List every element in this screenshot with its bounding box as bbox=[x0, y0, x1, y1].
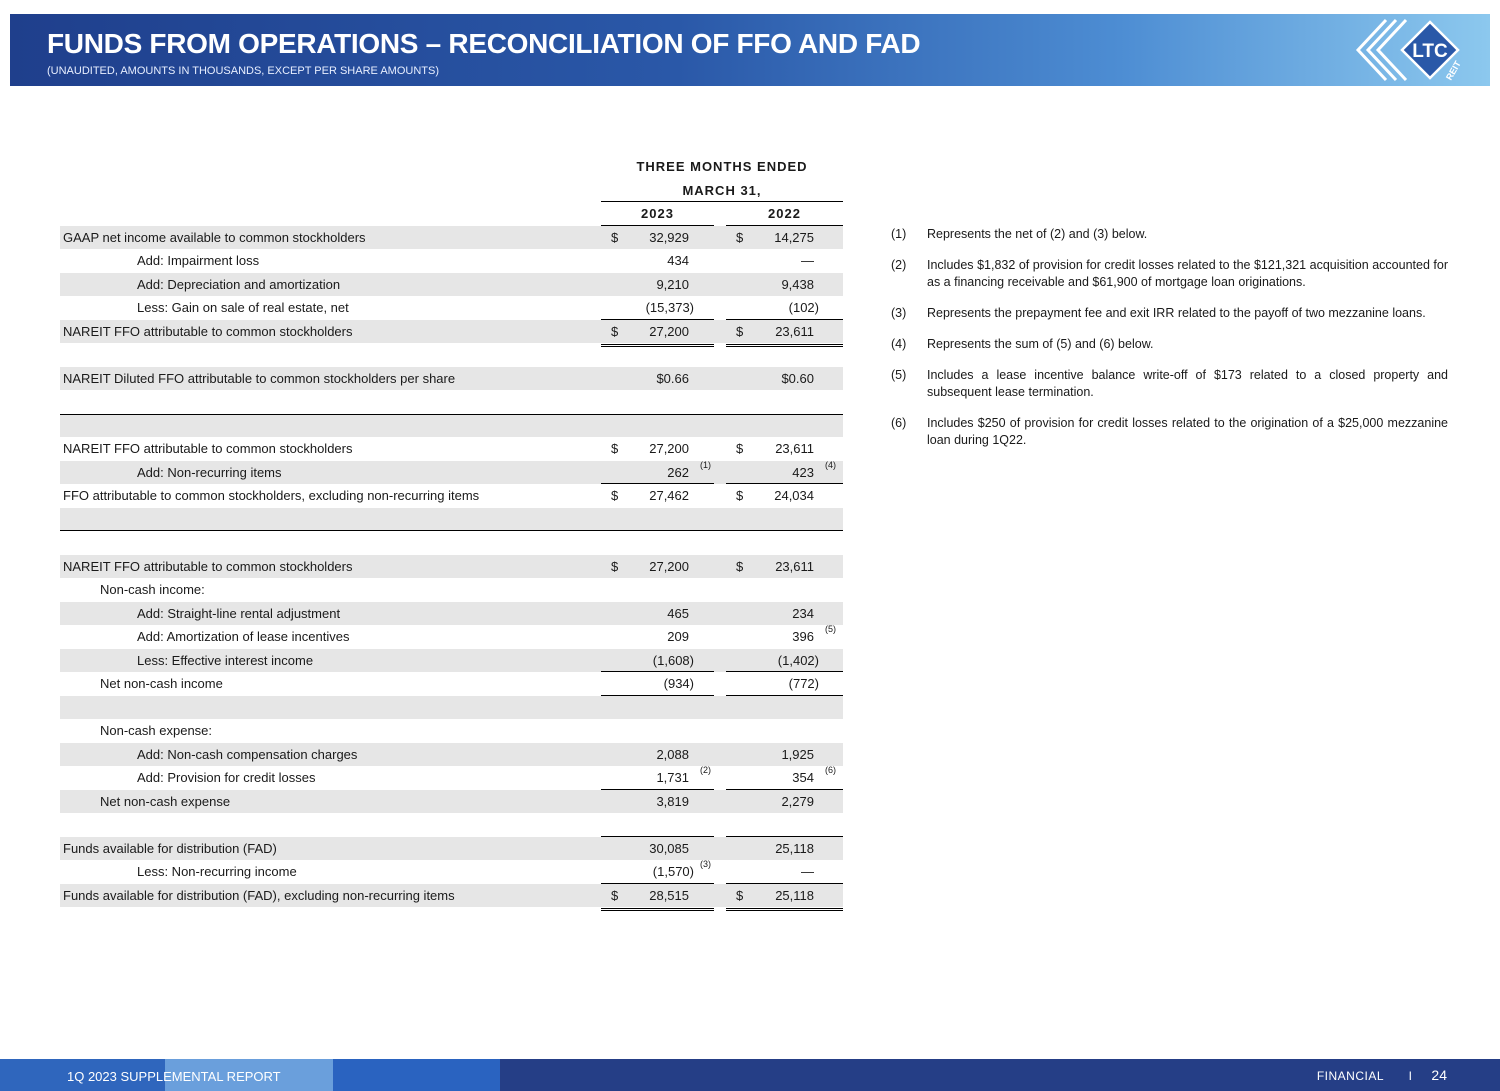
table-row bbox=[60, 367, 843, 391]
value-2023: $0.66 bbox=[656, 370, 689, 386]
value-2022: 354 bbox=[792, 770, 814, 785]
report-name: 1Q 2023 SUPPLEMENTAL REPORT bbox=[67, 1069, 281, 1084]
table-row bbox=[60, 578, 843, 602]
table-row bbox=[60, 672, 843, 696]
page-title: FUNDS FROM OPERATIONS – RECONCILIATION OF FFO AND FAD bbox=[47, 28, 921, 59]
row-label: Add: Impairment loss bbox=[137, 253, 260, 268]
logo-subtext: REIT bbox=[1443, 59, 1463, 82]
table-row bbox=[60, 649, 843, 673]
dollar-sign: $ bbox=[736, 887, 744, 903]
footnote-text: Represents the sum of (5) and (6) below. bbox=[927, 337, 1154, 351]
value-2023: (934) bbox=[663, 676, 694, 691]
spacer-row bbox=[60, 390, 843, 414]
value-2023: (1,570) bbox=[652, 864, 694, 879]
value-2022: 24,034 bbox=[774, 488, 814, 503]
period-label-1: THREE MONTHS ENDED bbox=[636, 159, 808, 174]
value-2023: 465 bbox=[667, 605, 689, 621]
footnote-ref: (1) bbox=[700, 459, 711, 470]
row-label: FFO attributable to common stockholders, excluding non-recurring items bbox=[63, 488, 480, 503]
footnote bbox=[891, 336, 1448, 353]
value-2022: 14,275 bbox=[774, 229, 814, 245]
footnote-number: (5) bbox=[891, 368, 907, 382]
ltc-reit-logo bbox=[1352, 14, 1472, 86]
table-header-period-1 bbox=[60, 155, 843, 179]
footnote-ref: (4) bbox=[825, 459, 836, 470]
spacer-row bbox=[60, 343, 843, 367]
year-2022-header: 2022 bbox=[768, 206, 801, 221]
value-2022: 1,925 bbox=[781, 746, 814, 762]
value-2023: 27,200 bbox=[649, 323, 689, 339]
dollar-sign: $ bbox=[736, 488, 744, 503]
value-2023: 9,210 bbox=[656, 276, 689, 292]
row-label: Add: Straight-line rental adjustment bbox=[137, 605, 341, 621]
row-label: NAREIT Diluted FFO attributable to common stockholders per share bbox=[63, 370, 456, 386]
table-header-period-2 bbox=[60, 179, 843, 203]
footnote-text: Represents the prepayment fee and exit IRR related to the payoff of two mezzanine loans. bbox=[927, 306, 1426, 320]
table-row bbox=[60, 625, 843, 649]
row-label: GAAP net income available to common stockholders bbox=[63, 229, 366, 245]
page-number: 24 bbox=[1431, 1067, 1447, 1083]
dollar-sign: $ bbox=[611, 558, 619, 574]
spacer-row bbox=[60, 531, 843, 555]
footnote bbox=[891, 367, 1448, 401]
footnote-text: Includes $1,832 of provision for credit losses related to the $121,321 acquisition accounted for as a financing receivable and $61,900 of mortgage loan originations. bbox=[927, 258, 1448, 289]
value-2022: $0.60 bbox=[781, 370, 814, 386]
value-2022: 23,611 bbox=[775, 558, 814, 574]
table-row bbox=[60, 555, 843, 579]
footnote-number: (4) bbox=[891, 337, 907, 351]
value-2023: 262 bbox=[667, 464, 689, 480]
footnote bbox=[891, 305, 1448, 322]
dollar-sign: $ bbox=[736, 441, 744, 456]
footnote-number: (2) bbox=[891, 258, 907, 272]
table-row bbox=[60, 860, 843, 884]
footnote-ref: (3) bbox=[700, 859, 711, 869]
table-row bbox=[60, 437, 843, 461]
table-header-years bbox=[60, 202, 843, 226]
dollar-sign: $ bbox=[611, 323, 619, 339]
page-header bbox=[10, 14, 1490, 86]
logo-text: LTC bbox=[1412, 41, 1448, 62]
table-row bbox=[60, 249, 843, 273]
dollar-sign: $ bbox=[736, 229, 744, 245]
footnote-ref: (5) bbox=[825, 624, 836, 634]
value-2023: 209 bbox=[667, 629, 689, 644]
value-2022: — bbox=[801, 864, 814, 879]
table-row bbox=[60, 790, 843, 814]
row-label: Add: Non-cash compensation charges bbox=[137, 746, 358, 762]
footnote bbox=[891, 226, 1448, 243]
table-row bbox=[60, 719, 843, 743]
footnote-ref: (6) bbox=[825, 765, 836, 775]
footnote bbox=[891, 415, 1448, 449]
row-label: NAREIT FFO attributable to common stockholders bbox=[63, 323, 353, 339]
spacer-row bbox=[60, 696, 843, 720]
footnote-text: Includes a lease incentive balance write-off of $173 related to a closed property and subsequent lease termination. bbox=[927, 368, 1448, 399]
table-row bbox=[60, 602, 843, 626]
row-label: Add: Depreciation and amortization bbox=[137, 276, 341, 292]
spacer-row bbox=[60, 508, 843, 532]
section-name: FINANCIAL bbox=[1316, 1069, 1384, 1083]
value-2022: 234 bbox=[792, 605, 814, 621]
value-2023: 2,088 bbox=[656, 746, 689, 762]
row-label: Funds available for distribution (FAD) bbox=[63, 840, 277, 856]
value-2022: 2,279 bbox=[781, 793, 814, 809]
row-label: Add: Amortization of lease incentives bbox=[137, 629, 350, 644]
dollar-sign: $ bbox=[736, 323, 744, 339]
value-2022: 23,611 bbox=[775, 441, 814, 456]
footnote-text: Represents the net of (2) and (3) below. bbox=[927, 227, 1148, 241]
table-row bbox=[60, 884, 843, 908]
footnotes bbox=[891, 226, 1448, 463]
value-2023: 27,200 bbox=[649, 558, 689, 574]
period-label-2: MARCH 31, bbox=[682, 182, 762, 198]
value-2023: 3,819 bbox=[656, 793, 689, 809]
row-label: Net non-cash expense bbox=[100, 793, 231, 809]
value-2023: 27,200 bbox=[649, 441, 689, 456]
footnote bbox=[891, 257, 1448, 291]
table-row bbox=[60, 320, 843, 344]
footnote-ref: (2) bbox=[700, 765, 711, 775]
value-2023: (15,373) bbox=[645, 300, 694, 315]
value-2023: 32,929 bbox=[649, 229, 689, 245]
table-row bbox=[60, 273, 843, 297]
page-subtitle: (UNAUDITED, AMOUNTS IN THOUSANDS, EXCEPT PER SHARE AMOUNTS) bbox=[47, 65, 439, 77]
row-label: Funds available for distribution (FAD), excluding non-recurring items bbox=[63, 887, 455, 903]
value-2022: (1,402) bbox=[777, 652, 819, 668]
spacer-row bbox=[60, 813, 843, 837]
value-2023: (1,608) bbox=[652, 652, 694, 668]
spacer-row bbox=[60, 414, 843, 438]
value-2022: 396 bbox=[792, 629, 814, 644]
value-2023: 434 bbox=[667, 253, 689, 268]
dollar-sign: $ bbox=[611, 229, 619, 245]
value-2022: 23,611 bbox=[775, 323, 814, 339]
value-2022: (772) bbox=[788, 676, 819, 691]
table-row bbox=[60, 226, 843, 250]
row-label: NAREIT FFO attributable to common stockholders bbox=[63, 558, 353, 574]
year-2023-header: 2023 bbox=[641, 206, 674, 221]
dollar-sign: $ bbox=[611, 887, 619, 903]
row-label: Non-cash income: bbox=[100, 582, 205, 597]
ffo-fad-table bbox=[60, 155, 843, 907]
dollar-sign: $ bbox=[611, 488, 619, 503]
table-row bbox=[60, 296, 843, 320]
row-label: Less: Gain on sale of real estate, net bbox=[137, 300, 349, 315]
footnote-number: (6) bbox=[891, 416, 907, 430]
footer-separator: I bbox=[1408, 1069, 1412, 1083]
row-label: Non-cash expense: bbox=[100, 723, 213, 738]
row-label: Less: Non-recurring income bbox=[137, 864, 297, 879]
footnote-number: (3) bbox=[891, 306, 907, 320]
value-2023: 27,462 bbox=[649, 488, 689, 503]
dollar-sign: $ bbox=[611, 441, 619, 456]
value-2023: 1,731 bbox=[656, 770, 689, 785]
value-2023: 30,085 bbox=[649, 840, 689, 856]
row-label: NAREIT FFO attributable to common stockholders bbox=[63, 441, 353, 456]
value-2022: 25,118 bbox=[775, 887, 814, 903]
table-row bbox=[60, 484, 843, 508]
value-2022: 25,118 bbox=[775, 840, 814, 856]
row-label: Add: Non-recurring items bbox=[137, 464, 282, 480]
row-label: Net non-cash income bbox=[100, 676, 223, 691]
table-row bbox=[60, 766, 843, 790]
row-label: Add: Provision for credit losses bbox=[137, 770, 316, 785]
table-row bbox=[60, 837, 843, 861]
page-footer bbox=[0, 1059, 1500, 1091]
dollar-sign: $ bbox=[736, 558, 744, 574]
value-2022: 9,438 bbox=[781, 276, 814, 292]
value-2022: (102) bbox=[788, 300, 819, 315]
table-row bbox=[60, 743, 843, 767]
footnote-text: Includes $250 of provision for credit losses related to the origination of a $25,000 mezzanine loan during 1Q22. bbox=[927, 416, 1448, 447]
row-label: Less: Effective interest income bbox=[137, 652, 314, 668]
table-row bbox=[60, 461, 843, 485]
value-2022: — bbox=[801, 253, 814, 268]
value-2022: 423 bbox=[792, 464, 814, 480]
value-2023: 28,515 bbox=[649, 887, 689, 903]
footnote-number: (1) bbox=[891, 227, 907, 241]
